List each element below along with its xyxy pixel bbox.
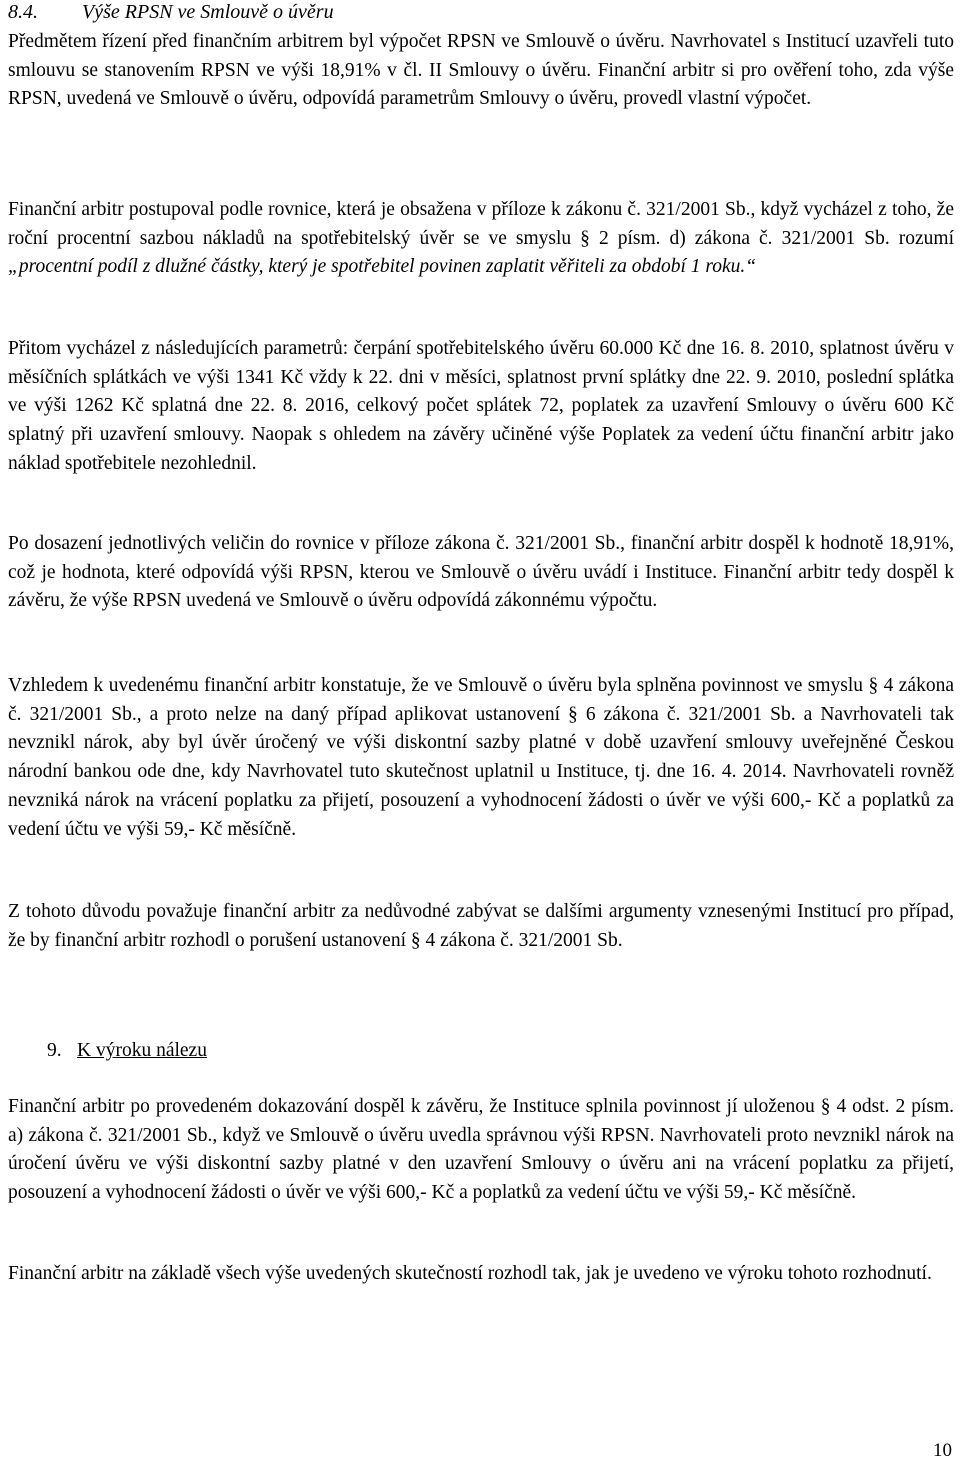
paragraph-conclusion: Vzhledem k uvedenému finanční arbitr konstatuje, že ve Smlouvě o úvěru byla splněna povinnost ve smyslu § 4 zákona č. 321/2001 Sb., a proto nelze na daný případ aplikovat ustanovení § 6 zákona č. 321/2001 Sb. a Navrhovateli tak nevznikl nárok, aby byl úvěr úročený ve výši diskontní sazby platné v době uzavření smlouvy uveřejněné Českou národní bankou ode dne, kdy Navrhovatel tuto skutečnost uplatnil u Instituce, tj. dne 16. 4. 2014. Navrhovateli rovněž nevzniká nárok na vrácení poplatku za přijetí, posouzení a vyhodnocení žádosti o úvěr ve výši 600,- Kč a poplatků za vedení účtu ve výši 59,- Kč měsíčně. [8,675,954,840]
paragraph-decision: Finanční arbitr na základě všech výše uvedených skutečností rozhodl tak, jak je uvedeno ve výroku tohoto rozhodnutí. [8,1263,932,1284]
paragraph-result: Po dosazení jednotlivých veličin do rovnice v příloze zákona č. 321/2001 Sb., finanční arbitr dospěl k hodnotě 18,91%, což je hodnota, které odpovídá výši RPSN, kterou ve Smlouvě o úvěru uvádí i Instituce. Finanční arbitr tedy dospěl k závěru, že výše RPSN uvedená ve Smlouvě o úvěru odpovídá zákonnému výpočtu. [8,533,954,612]
paragraph-verdict: Finanční arbitr po provedeném dokazování dospěl k závěru, že Instituce splnila povinnost jí uloženou § 4 odst. 2 písm. a) zákona č. 321/2001 Sb., když ve Smlouvě o úvěru uvedla správnou výši RPSN. Navrhovateli proto nevznikl nárok na úročení úvěru ve výši diskontní sazby platné v den uzavření Smlouvy o úvěru ani na vrácení poplatku za přijetí, posouzení a vyhodnocení žádosti o úvěr ve výši 600,- Kč a poplatků za vedení účtu ve výši 59,- Kč měsíčně. [8,1096,954,1204]
paragraph-equation-text: Finanční arbitr postupoval podle rovnice, která je obsažena v příloze k zákonu č. 321/2001 Sb., když vycházel z toho, že roční procentní sazbou nákladů na spotřebitelský úvěr se ve smyslu § 2 písm. d) zákona č. 321/2001 Sb. rozumí [8,199,954,249]
paragraph-other-arguments: Z tohoto důvodu považuje finanční arbitr za nedůvodné zabývat se dalšími argumenty vznesenými Institucí pro případ, že by finanční arbitr rozhodl o porušení ustanovení § 4 zákona č. 321/2001 Sb. [8,901,954,951]
section-9-heading [47,1037,207,1065]
paragraph-parameters: Přitom vycházel z následujících parametrů: čerpání spotřebitelského úvěru 60.000 Kč dne 16. 8. 2010, splatnost úvěru v měsíčních splátkách ve výši 1341 Kč vždy k 22. dni v měsíci, splatnost první splátky dne 22. 9. 2010, poslední splátka ve výši 1262 Kč splatná dne 22. 8. 2016, celkový počet splátek 72, poplatek za uzavření Smlouvy o úvěru 600 Kč splatný při uzavření smlouvy. Naopak s ohledem na závěry učiněné výše Poplatek za vedení účtu finanční arbitr jako náklad spotřebitele nezohlednil. [8,338,954,474]
legal-definition-quote: „procentní podíl z dlužné částky, který je spotřebitel povinen zaplatit věřiteli za období 1 roku.“ [8,256,757,278]
section-number: 8.4. [8,1,38,23]
page-number: 10 [933,1440,952,1461]
paragraph-equation [8,196,954,282]
section-heading [8,0,334,26]
section-9-number: 9. [47,1040,62,1061]
section-title: Výše RPSN ve Smlouvě o úvěru [82,1,334,23]
paragraph-subject: Předmětem řízení před finančním arbitrem byl výpočet RPSN ve Smlouvě o úvěru. Navrhovatel s Institucí uzavřeli tuto smlouvu se stanovením RPSN ve výši 18,91% v čl. II Smlouvy o úvěru. Finanční arbitr si pro ověření toho, zda výše RPSN, uvedená ve Smlouvě o úvěru, odpovídá parametrům Smlouvy o úvěru, provedl vlastní výpočet. [8,31,954,110]
section-9-title: K výroku nálezu [77,1040,207,1061]
